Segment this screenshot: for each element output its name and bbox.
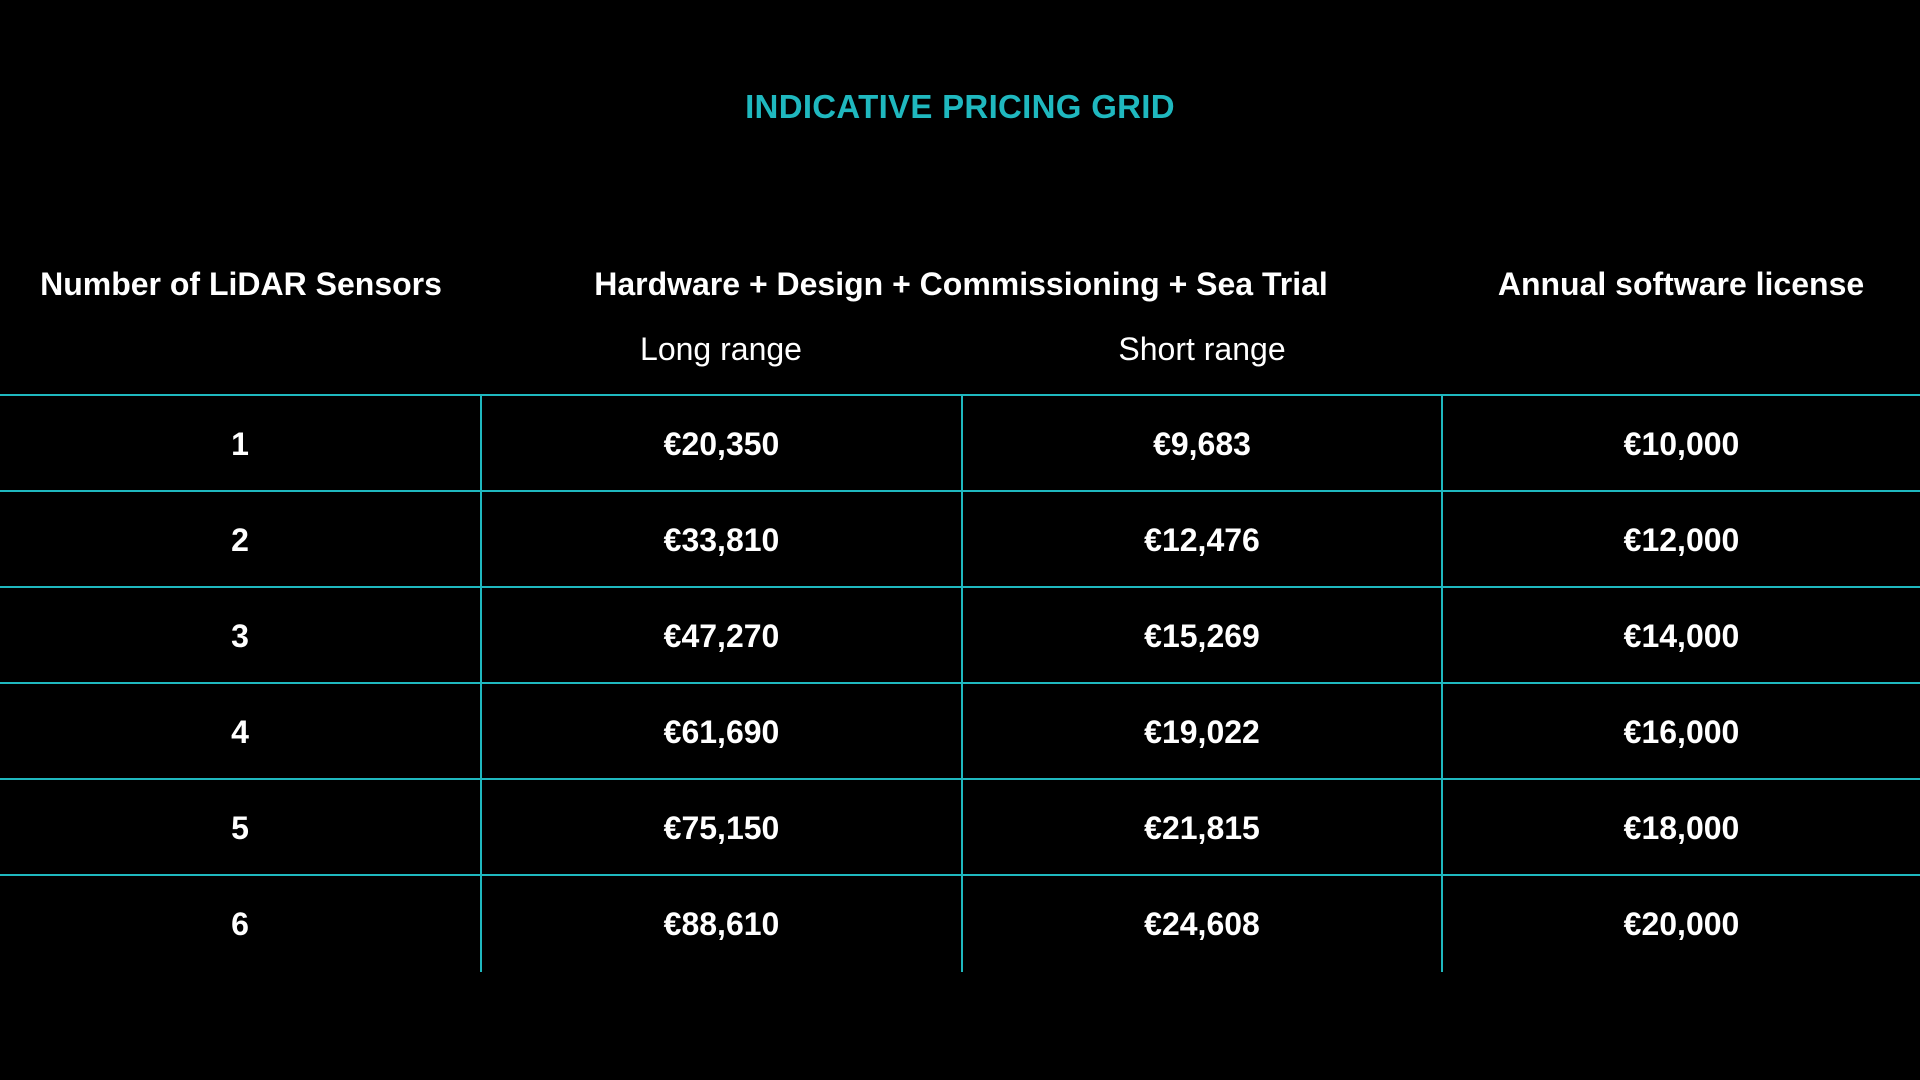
cell-license: €20,000	[1623, 906, 1740, 942]
cell-sensors: 3	[231, 618, 249, 654]
cell-long-range: €75,150	[663, 810, 780, 846]
subheader-short-range: Short range	[1118, 331, 1286, 367]
cell-long-range: €47,270	[663, 618, 780, 654]
table-row	[0, 876, 1920, 972]
header-sensors: Number of LiDAR Sensors	[40, 266, 442, 302]
cell-sensors: 5	[231, 810, 249, 846]
page-title: INDICATIVE PRICING GRID	[745, 88, 1175, 125]
cell-sensors: 6	[231, 906, 249, 942]
table-row	[0, 492, 1920, 588]
cell-license: €18,000	[1623, 810, 1740, 846]
cell-short-range: €15,269	[1144, 618, 1260, 654]
cell-long-range: €88,610	[663, 906, 780, 942]
cell-sensors: 4	[231, 714, 249, 750]
cell-short-range: €12,476	[1144, 522, 1260, 558]
cell-license: €12,000	[1623, 522, 1740, 558]
cell-sensors: 2	[231, 522, 249, 558]
header-hardware: Hardware + Design + Commissioning + Sea Trial	[594, 266, 1328, 302]
cell-license: €10,000	[1623, 426, 1740, 462]
cell-long-range: €33,810	[663, 522, 780, 558]
cell-license: €14,000	[1623, 618, 1740, 654]
subheader-long-range: Long range	[640, 331, 802, 367]
table-row	[0, 684, 1920, 780]
table-row	[0, 396, 1920, 492]
header-license: Annual software license	[1497, 266, 1865, 302]
table-row	[0, 780, 1920, 876]
table-row	[0, 588, 1920, 684]
cell-sensors: 1	[231, 426, 249, 462]
cell-short-range: €19,022	[1144, 714, 1260, 750]
cell-short-range: €21,815	[1144, 810, 1260, 846]
pricing-table	[0, 394, 1920, 972]
cell-short-range: €24,608	[1144, 906, 1260, 942]
cell-license: €16,000	[1623, 714, 1740, 750]
cell-short-range: €9,683	[1153, 426, 1251, 462]
cell-long-range: €20,350	[663, 426, 780, 462]
cell-long-range: €61,690	[663, 714, 780, 750]
